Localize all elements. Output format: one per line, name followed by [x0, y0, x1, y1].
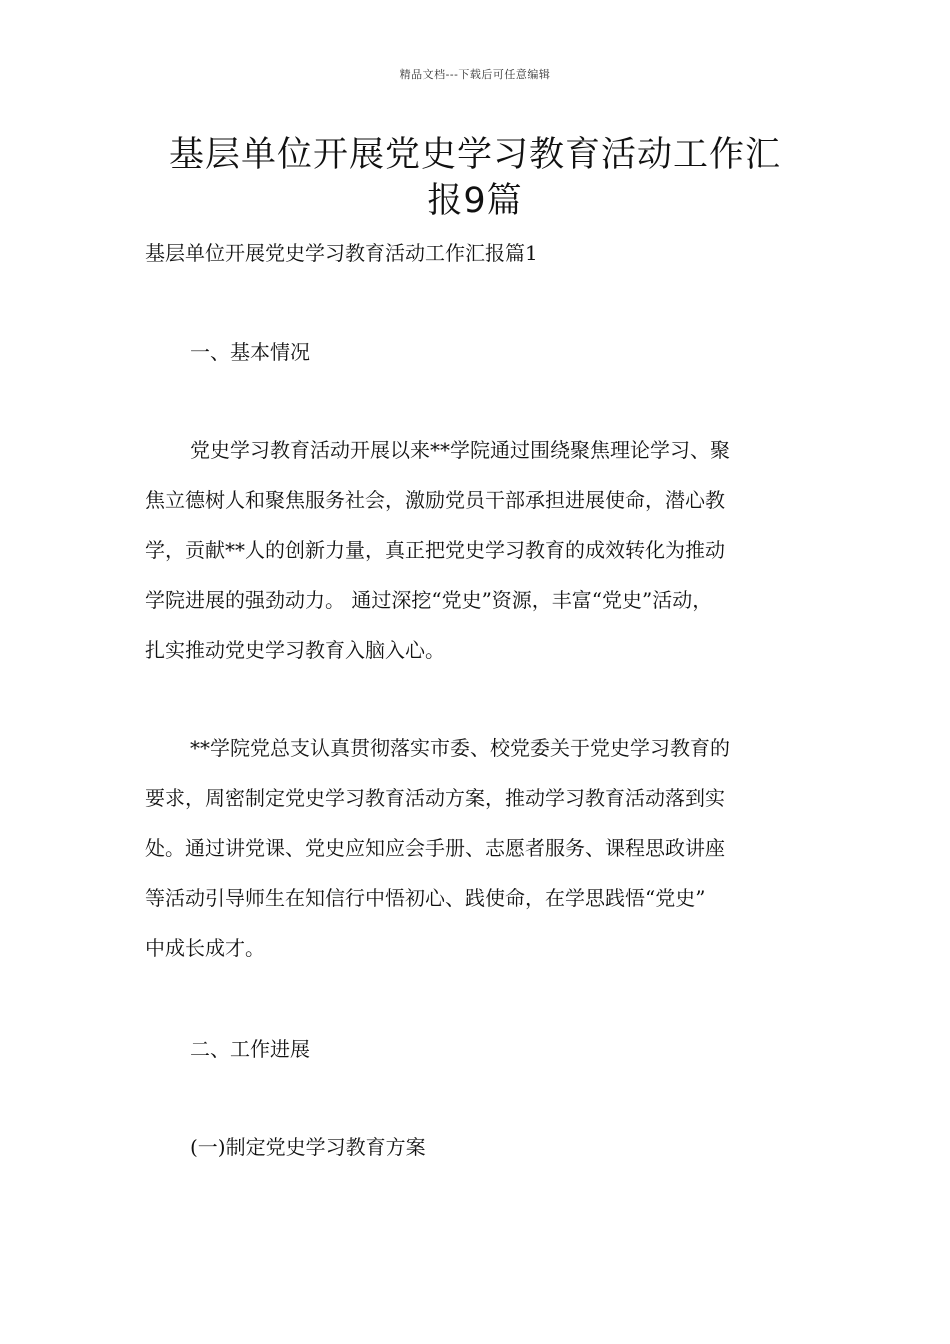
paragraph-2 [145, 723, 825, 973]
document-subtitle: 基层单位开展党史学习教育活动工作汇报篇1 [145, 241, 538, 265]
paragraph-line: 党史学习教育活动开展以来**学院通过围绕聚焦理论学习、聚 [190, 438, 730, 462]
section-heading-basic: 一、基本情况 [190, 340, 310, 364]
paragraph-line: 焦立德树人和聚焦服务社会，激励党员干部承担进展使命，潜心教 [145, 488, 725, 512]
title-line-1: 基层单位开展党史学习教育活动工作汇 [168, 135, 781, 175]
header-note: 精品文档---下载后可任意编辑 [399, 68, 551, 81]
paragraph-line: 等活动引导师生在知信行中悟初心、践使命，在学思践悟“党史” [145, 886, 706, 910]
paragraph-1 [145, 425, 825, 675]
section-heading-progress: 二、工作进展 [190, 1037, 310, 1061]
paragraph-line: 处。通过讲党课、党史应知应会手册、志愿者服务、课程思政讲座 [145, 836, 725, 860]
title-line-2: 报9篇 [427, 181, 523, 221]
paragraph-line: 要求，周密制定党史学习教育活动方案，推动学习教育活动落到实 [145, 786, 725, 810]
document-title [130, 132, 820, 224]
paragraph-line: 学院进展的强劲动力。 通过深挖“党史”资源，丰富“党史”活动， [145, 588, 713, 612]
paragraph-line: **学院党总支认真贯彻落实市委、校党委关于党史学习教育的 [190, 736, 730, 760]
paragraph-line: 中成长成才。 [145, 936, 265, 960]
subsection-heading-plan: (一)制定党史学习教育方案 [190, 1135, 426, 1159]
paragraph-line: 学，贡献**人的创新力量，真正把党史学习教育的成效转化为推动 [145, 538, 725, 562]
paragraph-line: 扎实推动党史学习教育入脑入心。 [145, 638, 445, 662]
